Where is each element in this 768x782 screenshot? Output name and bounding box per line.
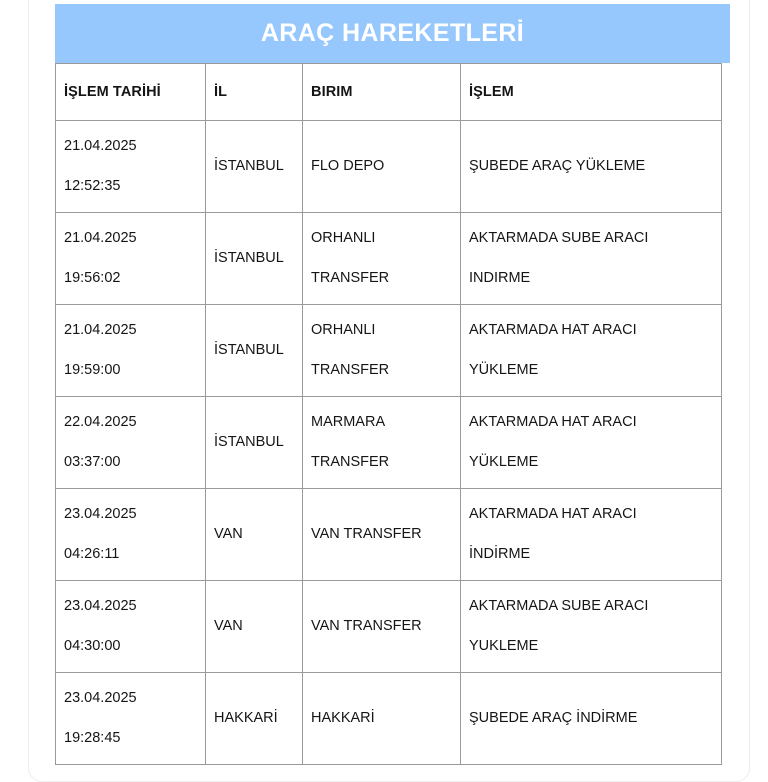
cell-date-value: 23.04.2025 <box>64 505 137 522</box>
cell-date <box>56 121 206 213</box>
cell-date <box>56 673 206 765</box>
cell-date-value: 21.04.2025 <box>64 229 137 246</box>
cell-unit-line2: TRANSFER <box>311 269 390 286</box>
column-header-operation: İŞLEM <box>461 64 722 121</box>
cell-unit: VAN TRANSFER <box>303 489 461 581</box>
cell-time-value: 12:52:35 <box>64 177 121 194</box>
cell-date-value: 21.04.2025 <box>64 137 137 154</box>
cell-operation-line1: AKTARMADA SUBE ARACI <box>469 229 649 246</box>
table-header <box>56 64 722 121</box>
cell-operation <box>461 489 722 581</box>
cell-unit <box>303 305 461 397</box>
cell-unit-line1: ORHANLI <box>311 229 376 246</box>
cell-date <box>56 305 206 397</box>
cell-unit-line1: ORHANLI <box>311 321 376 338</box>
cell-operation-line2: YÜKLEME <box>469 453 539 470</box>
table-row <box>56 397 722 489</box>
cell-operation-line1: AKTARMADA HAT ARACI <box>469 413 637 430</box>
cell-date <box>56 581 206 673</box>
cell-city: İSTANBUL <box>206 121 303 213</box>
cell-unit: HAKKARİ <box>303 673 461 765</box>
cell-time-value: 19:59:00 <box>64 361 121 378</box>
cell-unit <box>303 213 461 305</box>
cell-operation <box>461 397 722 489</box>
cell-operation: ŞUBEDE ARAÇ İNDİRME <box>461 673 722 765</box>
column-header-date: İŞLEM TARİHİ <box>56 64 206 121</box>
vehicle-movements-table <box>55 63 722 765</box>
cell-unit: VAN TRANSFER <box>303 581 461 673</box>
table-header-row <box>56 64 722 121</box>
cell-operation-line2: YUKLEME <box>469 637 539 654</box>
cell-operation: ŞUBEDE ARAÇ YÜKLEME <box>461 121 722 213</box>
cell-date <box>56 397 206 489</box>
cell-time-value: 04:26:11 <box>64 545 120 562</box>
cell-operation-line2: İNDİRME <box>469 545 531 562</box>
document-title-banner <box>55 4 730 63</box>
cell-operation <box>461 305 722 397</box>
cell-city: İSTANBUL <box>206 305 303 397</box>
cell-city: İSTANBUL <box>206 213 303 305</box>
cell-date-value: 21.04.2025 <box>64 321 137 338</box>
cell-unit-line2: TRANSFER <box>311 453 390 470</box>
cell-operation <box>461 581 722 673</box>
cell-date-value: 22.04.2025 <box>64 413 137 430</box>
cell-city: İSTANBUL <box>206 397 303 489</box>
cell-operation-line1: AKTARMADA HAT ARACI <box>469 505 637 522</box>
table-row <box>56 305 722 397</box>
cell-date-value: 23.04.2025 <box>64 689 137 706</box>
cell-unit-line2: TRANSFER <box>311 361 390 378</box>
cell-city: VAN <box>206 489 303 581</box>
cell-city: HAKKARİ <box>206 673 303 765</box>
page-title: ARAÇ HAREKETLERİ <box>260 19 525 47</box>
cell-time-value: 03:37:00 <box>64 453 121 470</box>
cell-time-value: 19:56:02 <box>64 269 121 286</box>
cell-operation-line2: INDIRME <box>469 269 531 286</box>
cell-city: VAN <box>206 581 303 673</box>
cell-operation <box>461 213 722 305</box>
cell-unit: FLO DEPO <box>303 121 461 213</box>
cell-time-value: 04:30:00 <box>64 637 121 654</box>
cell-date-value: 23.04.2025 <box>64 597 137 614</box>
table-row <box>56 213 722 305</box>
cell-operation-line2: YÜKLEME <box>469 361 539 378</box>
table-row <box>56 489 722 581</box>
cell-unit <box>303 397 461 489</box>
cell-date <box>56 213 206 305</box>
column-header-unit: BIRIM <box>303 64 461 121</box>
table-body <box>56 121 722 765</box>
cell-date <box>56 489 206 581</box>
table-row <box>56 673 722 765</box>
cell-unit-line1: MARMARA <box>311 413 386 430</box>
column-header-city: İL <box>206 64 303 121</box>
table-row <box>56 121 722 213</box>
cell-time-value: 19:28:45 <box>64 729 121 746</box>
cell-operation-line1: AKTARMADA HAT ARACI <box>469 321 637 338</box>
table-row <box>56 581 722 673</box>
cell-operation-line1: AKTARMADA SUBE ARACI <box>469 597 649 614</box>
